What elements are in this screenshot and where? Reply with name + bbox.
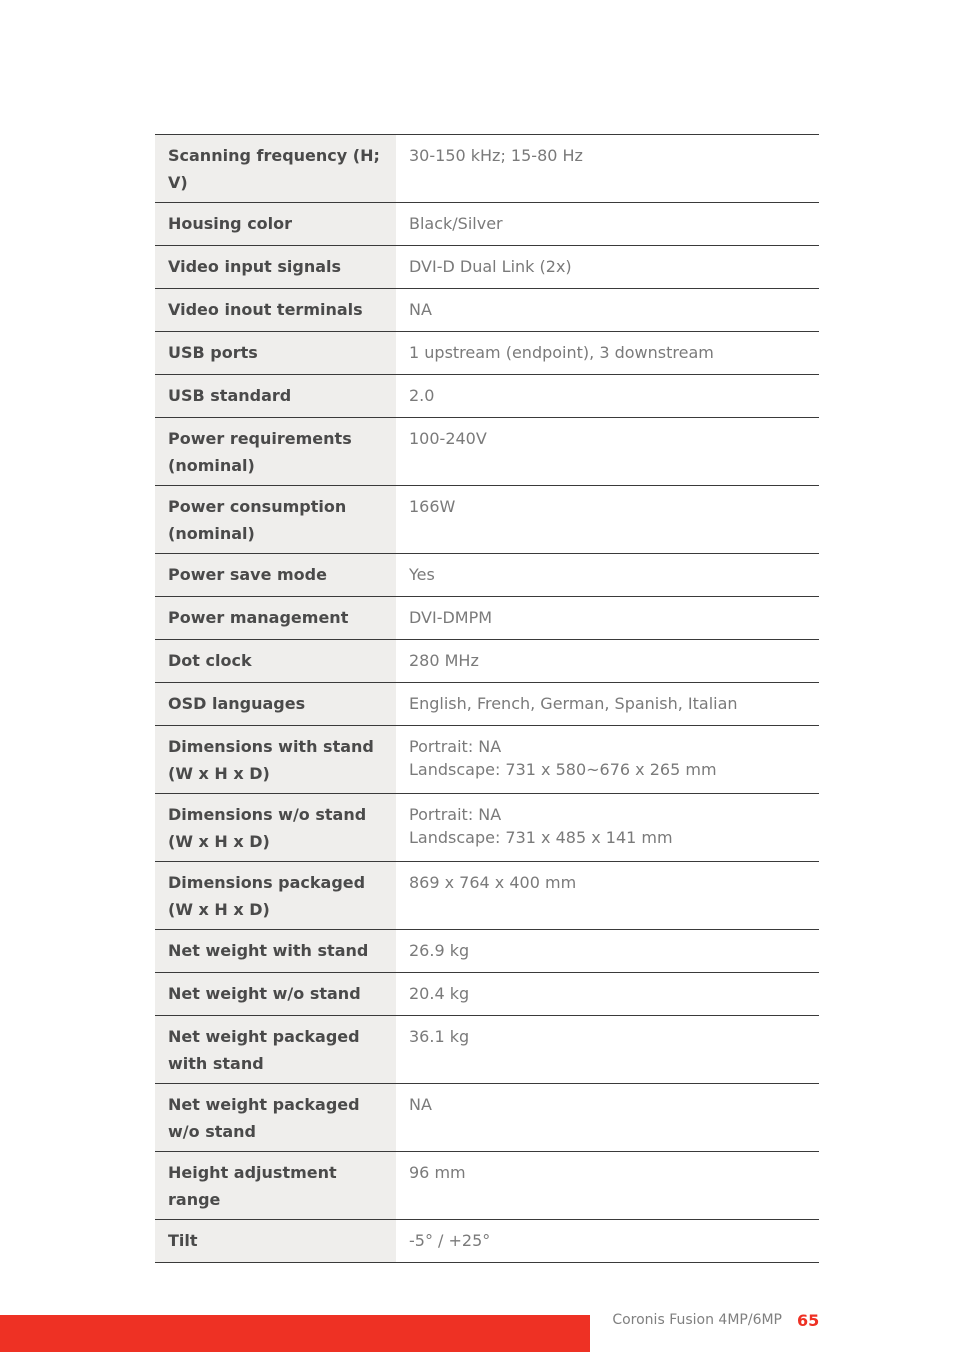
spec-value: [396, 1152, 819, 1220]
spec-row: [155, 375, 819, 418]
spec-value: [396, 135, 819, 203]
spec-value: [396, 554, 819, 597]
spec-row: [155, 862, 819, 930]
spec-value: [396, 203, 819, 246]
spec-label: Video inout terminals: [155, 289, 396, 332]
spec-value-line: 2.0: [409, 386, 435, 405]
spec-value-line: NA: [409, 1095, 432, 1114]
spec-label: Net weight with stand: [155, 930, 396, 973]
spec-label: Dimensions w/o stand (W x H x D): [155, 794, 396, 862]
spec-label: Video input signals: [155, 246, 396, 289]
spec-label: Dimensions packaged (W x H x D): [155, 862, 396, 930]
spec-value: [396, 1016, 819, 1084]
spec-row: [155, 726, 819, 794]
spec-value-line: English, French, German, Spanish, Italian: [409, 694, 738, 713]
spec-label: Height adjustment range: [155, 1152, 396, 1220]
spec-value-line: Yes: [409, 565, 435, 584]
spec-value-line: Black/Silver: [409, 214, 503, 233]
spec-row: [155, 683, 819, 726]
spec-value: [396, 246, 819, 289]
spec-value: [396, 597, 819, 640]
spec-value-line: 96 mm: [409, 1163, 466, 1182]
spec-label: Net weight packaged w/o stand: [155, 1084, 396, 1152]
spec-table-body: [155, 135, 819, 1263]
spec-row: [155, 640, 819, 683]
spec-label: Power requirements (nominal): [155, 418, 396, 486]
spec-label: Power save mode: [155, 554, 396, 597]
spec-value: [396, 1220, 819, 1263]
spec-table: [155, 134, 819, 1263]
spec-value-line: Portrait: NA: [409, 805, 502, 824]
spec-label: Net weight packaged with stand: [155, 1016, 396, 1084]
spec-value: [396, 930, 819, 973]
spec-value: [396, 862, 819, 930]
spec-label: USB ports: [155, 332, 396, 375]
spec-label: Scanning frequency (H; V): [155, 135, 396, 203]
spec-row: [155, 930, 819, 973]
spec-row: [155, 203, 819, 246]
spec-value: [396, 726, 819, 794]
spec-row: [155, 418, 819, 486]
spec-value-line: 26.9 kg: [409, 941, 470, 960]
spec-row: [155, 554, 819, 597]
spec-label: USB standard: [155, 375, 396, 418]
spec-row: [155, 1220, 819, 1263]
spec-value-line: NA: [409, 300, 432, 319]
spec-value: [396, 418, 819, 486]
spec-value-line: DVI-DMPM: [409, 608, 493, 627]
spec-row: [155, 597, 819, 640]
spec-row: [155, 246, 819, 289]
spec-value-line: 869 x 764 x 400 mm: [409, 873, 577, 892]
spec-value: [396, 289, 819, 332]
spec-row: [155, 794, 819, 862]
spec-value-line: Portrait: NA: [409, 737, 502, 756]
spec-value: [396, 973, 819, 1016]
spec-label: Tilt: [155, 1220, 396, 1263]
spec-value-line: -5° / +25°: [409, 1231, 491, 1250]
spec-row: [155, 289, 819, 332]
spec-value: [396, 794, 819, 862]
spec-value: [396, 683, 819, 726]
spec-row: [155, 1084, 819, 1152]
spec-value-line: 36.1 kg: [409, 1027, 470, 1046]
spec-row: [155, 1152, 819, 1220]
spec-value-line: 20.4 kg: [409, 984, 470, 1003]
spec-row: [155, 486, 819, 554]
footer-document-title: Coronis Fusion 4MP/6MP: [612, 1312, 782, 1328]
spec-value-line: 100-240V: [409, 429, 487, 448]
spec-value-line: Landscape: 731 x 485 x 141 mm: [409, 828, 673, 847]
footer-page-number: 65: [797, 1311, 820, 1330]
spec-value-line: 280 MHz: [409, 651, 479, 670]
spec-row: [155, 1016, 819, 1084]
spec-label: Dot clock: [155, 640, 396, 683]
spec-row: [155, 135, 819, 203]
spec-value: [396, 486, 819, 554]
spec-value: [396, 375, 819, 418]
spec-value-line: 166W: [409, 497, 456, 516]
spec-label: Net weight w/o stand: [155, 973, 396, 1016]
spec-value: [396, 640, 819, 683]
spec-label: Dimensions with stand (W x H x D): [155, 726, 396, 794]
spec-label: Power management: [155, 597, 396, 640]
spec-value: [396, 1084, 819, 1152]
spec-label: OSD languages: [155, 683, 396, 726]
spec-row: [155, 973, 819, 1016]
spec-value-line: 1 upstream (endpoint), 3 downstream: [409, 343, 714, 362]
spec-row: [155, 332, 819, 375]
spec-value-line: 30-150 kHz; 15-80 Hz: [409, 146, 583, 165]
spec-value-line: Landscape: 731 x 580~676 x 265 mm: [409, 760, 717, 779]
spec-label: Power consumption (nominal): [155, 486, 396, 554]
spec-label: Housing color: [155, 203, 396, 246]
spec-value: [396, 332, 819, 375]
spec-value-line: DVI-D Dual Link (2x): [409, 257, 572, 276]
footer-accent-bar: [0, 1315, 590, 1352]
